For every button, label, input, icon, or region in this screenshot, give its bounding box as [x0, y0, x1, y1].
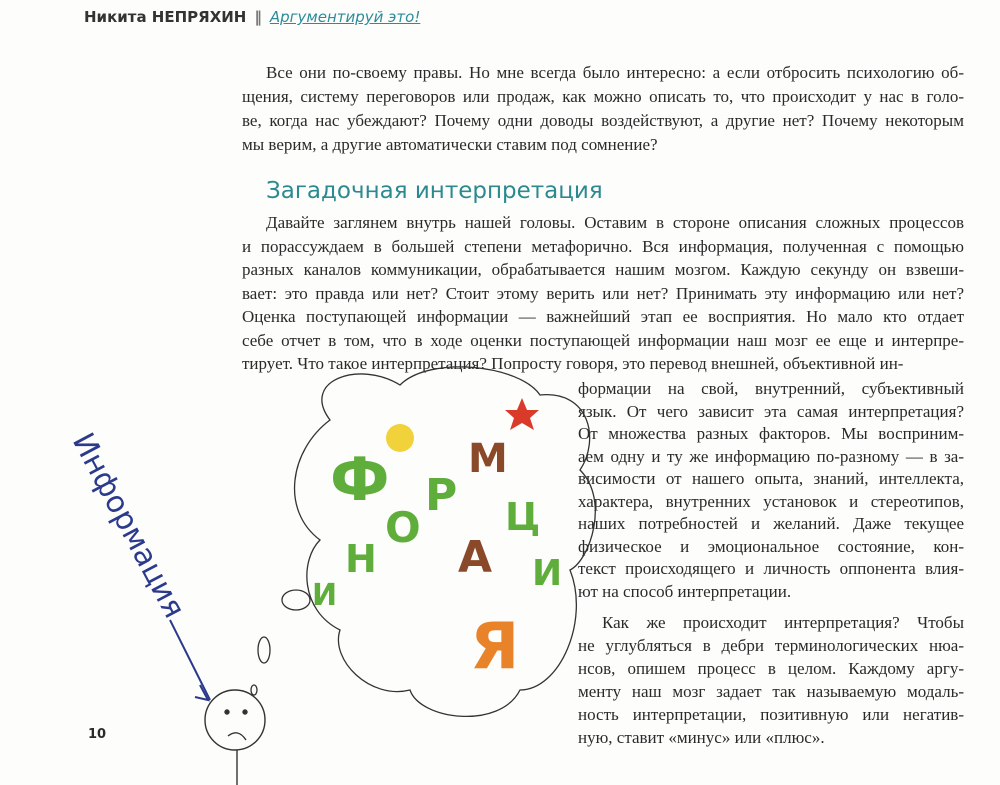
- text-line: себе отчет в том, что в ходе оценки поступающей информации наш мозг ее еще и интерпре-: [242, 331, 964, 350]
- arrow-label: Информация: [64, 427, 192, 624]
- text-line: физическое и эмоциональное состояние, кон-: [578, 537, 964, 556]
- cloud-letter: О: [385, 503, 421, 552]
- cloud-letter: Р: [425, 470, 458, 521]
- text-line: мы верим, а другие автоматически ставим под сомнение?: [242, 135, 658, 154]
- text-line: наших потребностей и желаний. Даже текущее: [578, 514, 964, 533]
- cloud-letter: Ц: [505, 495, 541, 539]
- text-line: висимости от нашего опыта, знаний, интеллекта,: [578, 469, 964, 488]
- text-line: Давайте заглянем внутрь нашей головы. Оставим в стороне описания сложных процессов: [266, 213, 964, 232]
- text-line: Как же происходит интерпретация? Чтобы: [602, 613, 964, 632]
- text-line: не углубляться в дебри терминологических нюа-: [578, 636, 964, 655]
- cloud-letter: М: [468, 436, 508, 482]
- text-line: щения, систему переговоров или продаж, как можно описать то, что происходит у нас в голо-: [242, 87, 964, 106]
- star-icon: [505, 398, 539, 430]
- text-line: От множества разных факторов. Мы восприним-: [578, 424, 964, 443]
- section-heading: Загадочная интерпретация: [266, 178, 603, 204]
- text-line: Все они по-своему правы. Но мне всегда было интересно: а если отбросить психологию об-: [266, 63, 964, 82]
- text-line: ве, когда нас убеждают? Почему одни доводы воздействуют, а другие нет? Почему некоторым: [242, 111, 964, 130]
- text-line: менту наш мозг задает так называемую модаль-: [578, 682, 964, 701]
- text-line: язык. От чего зависит эта самая интерпретация?: [578, 402, 964, 421]
- cloud-letter: И: [312, 578, 338, 613]
- text-line: Оценка поступающей информации — важнейший этап ее восприятия. Но мало кто отдает: [242, 307, 964, 326]
- cloud-letters: [312, 436, 562, 684]
- text-line: текст происходящего и личность оппонента влия-: [578, 559, 964, 578]
- text-line: характера, внутренних установок и стереотипов,: [578, 492, 964, 511]
- text-line: нсов, опишем процесс в целом. Каждому аргу-: [578, 659, 964, 678]
- text-line: ность интерпретации, позитивную или негатив-: [578, 705, 964, 724]
- sun-icon: [386, 424, 414, 452]
- header-separator: ‖: [254, 8, 262, 26]
- cloud-letter: Ф: [330, 445, 390, 515]
- smiley-face-icon: [205, 690, 265, 785]
- cloud-letter: Н: [345, 537, 377, 581]
- thought-cloud: [251, 367, 595, 716]
- text-line: и порассуждаем в большей степени метафорично. Вся информация, полученная с помощью: [242, 237, 964, 256]
- arrow-icon: [170, 620, 210, 700]
- book-title-link[interactable]: Аргументируй это!: [269, 8, 421, 26]
- author-name: Никита НЕПРЯХИН: [84, 8, 247, 26]
- text-line: вает: это правда или нет? Стоит этому верить или нет? Принимать эту информацию или нет?: [242, 284, 964, 303]
- text-line: тирует. Что такое интерпретация? Попросту говоря, это перевод внешней, объективной ин-: [242, 354, 904, 373]
- cloud-letter: А: [458, 532, 493, 583]
- cloud-letter: И: [532, 553, 563, 594]
- cloud-letter: Я: [470, 610, 520, 684]
- text-line: формации на свой, внутренний, субъективный: [578, 379, 964, 398]
- text-line: разных каналов коммуникации, обрабатывается нашим мозгом. Каждую секунду он взвеши-: [242, 260, 964, 279]
- text-line: ют на способ интерпретации.: [578, 582, 792, 601]
- page-number: 10: [88, 727, 107, 742]
- text-line: ную, ставит «минус» или «плюс».: [578, 728, 825, 747]
- text-line: аем одну и ту же информацию по-разному — в за-: [578, 447, 964, 466]
